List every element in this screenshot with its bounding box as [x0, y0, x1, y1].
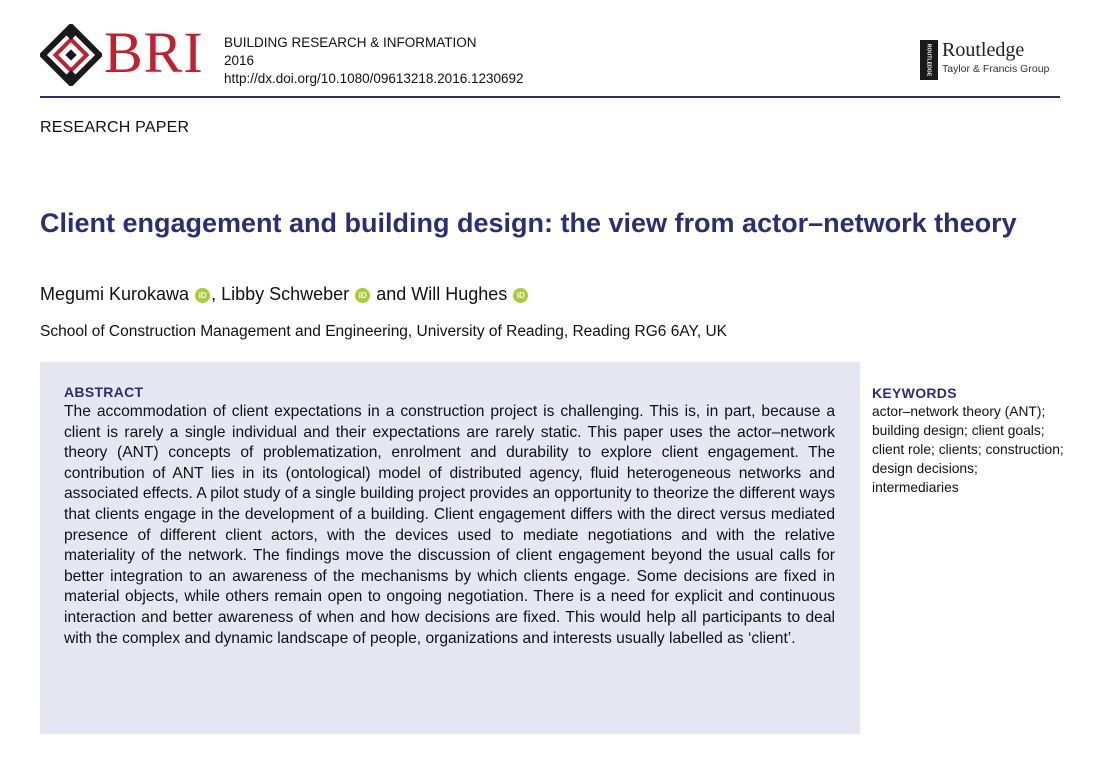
doi-link[interactable]: http://dx.doi.org/10.1080/09613218.2016.1230692 — [224, 71, 524, 86]
author-separator: , — [211, 284, 217, 304]
author-name[interactable]: Libby Schweber — [221, 284, 350, 304]
orcid-icon[interactable]: iD — [195, 288, 210, 303]
publisher-name: Routledge — [942, 39, 1025, 61]
routledge-logo-icon — [920, 40, 938, 80]
publisher-logo[interactable] — [920, 38, 1060, 82]
keywords-list: actor–network theory (ANT); building design; client goals; client role; clients; construction; design decisions; intermediaries — [872, 404, 1064, 495]
journal-header — [40, 22, 1060, 98]
keywords-panel — [872, 384, 1072, 497]
journal-info — [224, 34, 524, 88]
bri-logo-text: BRI — [104, 20, 204, 85]
publisher-group: Taylor & Francis Group — [942, 63, 1050, 75]
author-name[interactable]: Will Hughes — [411, 284, 508, 304]
author-affiliation: School of Construction Management and Engineering, University of Reading, Reading RG6 6AY, UK — [40, 323, 727, 340]
bri-logo-icon — [40, 24, 102, 86]
author-name[interactable]: Megumi Kurokawa — [40, 284, 190, 304]
abstract-body: The accommodation of client expectations in a construction project is challenging. This is, in part, because a client is rarely a single individual and their expectations are rarely static. This paper uses the actor–network theory (ANT) concepts of problematization, enrolment and durability to explore client engagement. The contribution of ANT lies in its (ontological) model of distributed agency, fluid heterogeneous networks and associated effects. A pilot study of a single building project provides an opportunity to theorize the different ways that clients engage in the development of a building. Client engagement differs with the direct versus mediated presence of different client actors, with the devices used to mediate negotiations and with the relative materiality of the network. The findings move the discussion of client engagement beyond the usual calls for better integration to an awareness of the mechanisms by which clients engage. Some decisions are fixed in material objects, while others remain open to ongoing negotiation. There is a need for explicit and continuous interaction and better awareness of when and how decisions are fixed. This would help all participants to deal with the complex and dynamic landscape of people, organizations and interests usually labelled as ‘client’. — [64, 403, 835, 647]
journal-name: BUILDING RESEARCH & INFORMATION — [224, 35, 477, 50]
keywords-heading: KEYWORDS — [872, 385, 957, 401]
abstract-heading: ABSTRACT — [64, 384, 144, 400]
paper-type-label: RESEARCH PAPER — [40, 119, 190, 136]
orcid-icon[interactable]: iD — [513, 288, 528, 303]
abstract-panel — [40, 362, 860, 734]
author-connector: and — [376, 284, 407, 304]
publication-year: 2016 — [224, 53, 255, 68]
paper-title: Client engagement and building design: the view from actor–network theory — [40, 208, 1017, 238]
author-list — [40, 282, 529, 306]
bri-logo[interactable] — [40, 20, 240, 86]
header-divider — [40, 96, 1060, 98]
orcid-icon[interactable]: iD — [355, 288, 370, 303]
routledge-mark-text: ROUTLEDGE — [925, 43, 932, 77]
